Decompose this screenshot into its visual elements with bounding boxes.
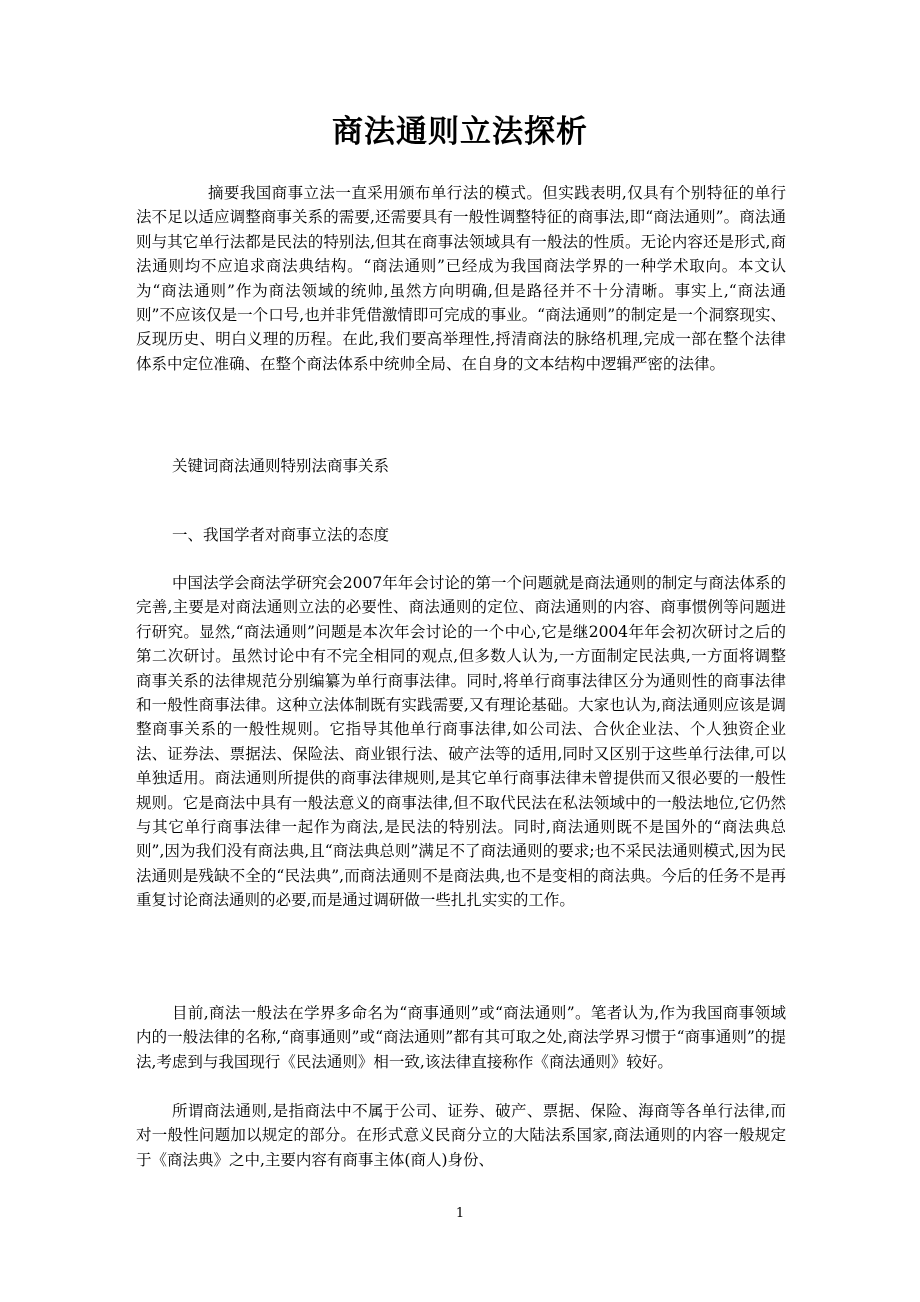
page-number: 1 — [455, 1206, 465, 1221]
body-paragraph-3: 所谓商法通则,是指商法中不属于公司、证券、破产、票据、保险、海商等各单行法律,而对一般性问题加以规定的部分。在形式意义民商分立的大陆法系国家,商法通则的内容一般规定于《商法典》之中,主要内容有商事主体(商人)身份、 — [136, 1102, 786, 1169]
section-heading: 一、我国学者对商事立法的态度 — [172, 526, 390, 544]
keywords-line: 关键词商法通则特别法商事关系 — [172, 457, 390, 475]
body-paragraph-2: 目前,商法一般法在学界多命名为“商事通则”或“商法通则”。笔者认为,作为我国商事领域内的一般法律的名称,“商事通则”或“商法通则”都有其可取之处,商法学界习惯于“商事通则”的提法,考虑到与我国现行《民法通则》相一致,该法律直接称作《商法通则》较好。 — [136, 1004, 786, 1071]
abstract-paragraph: 摘要我国商事立法一直采用颁布单行法的模式。但实践表明,仅具有个别特征的单行法不足以适应调整商事关系的需要,还需要具有一般性调整特征的商事法,即“商法通则”。商法通则与其它单行法都是民法的特别法,但其在商事法领域具有一般法的性质。无论内容还是形式,商法通则均不应追求商法典结构。“商法通则”已经成为我国商法学界的一种学术取向。本文认为“商法通则”作为商法领域的统帅,虽然方向明确,但是路径并不十分清晰。事实上,“商法通则”不应该仅是一个口号,也并非凭借激情即可完成的事业。“商法通则”的制定是一个洞察现实、反现历史、明白义理的历程。在此,我们要高举理性,捋清商法的脉络机理,完成一部在整个法律体系中定位准确、在整个商法体系中统帅全局、在自身的文本结构中逻辑严密的法律。 — [136, 184, 786, 373]
body-paragraph-1: 中国法学会商法学研究会2007年年会讨论的第一个问题就是商法通则的制定与商法体系的完善,主要是对商法通则立法的必要性、商法通则的定位、商法通则的内容、商事惯例等问题进行研究。显然,“商法通则”问题是本次年会讨论的一个中心,它是继2004年年会初次研讨之后的第二次研讨。虽然讨论中有不完全相同的观点,但多数人认为,一方面制定民法典,一方面将调整商事关系的法律规范分别编纂为单行商事法律。同时,将单行商事法律区分为通则性的商事法律和一般性商事法律。这种立法体制既有实践需要,又有理论基础。大家也认为,商法通则应该是调整商事关系的一般性规则。它指导其他单行商事法律,如公司法、合伙企业法、个人独资企业法、证券法、票据法、保险法、商业银行法、破产法等的适用,同时又区别于这些单行法律,可以单独适用。商法通则所提供的商事法律规则,是其它单行商事法律未曾提供而又很必要的一般性规则。它是商法中具有一般法意义的商事法律,但不取代民法在私法领域中的一般法地位,它仍然与其它单行商事法律一起作为商法,是民法的特别法。同时,商法通则既不是国外的“商法典总则”,因为我们没有商法典,且“商法典总则”满足不了商法通则的要求;也不采民法通则模式,因为民法通则是残缺不全的“民法典”,而商法通则不是商法典,也不是变相的商法典。今后的任务不是再重复讨论商法通则的必要,而是通过调研做一些扎扎实实的工作。 — [136, 574, 786, 910]
document-title: 商法通则立法探析 — [332, 114, 588, 150]
